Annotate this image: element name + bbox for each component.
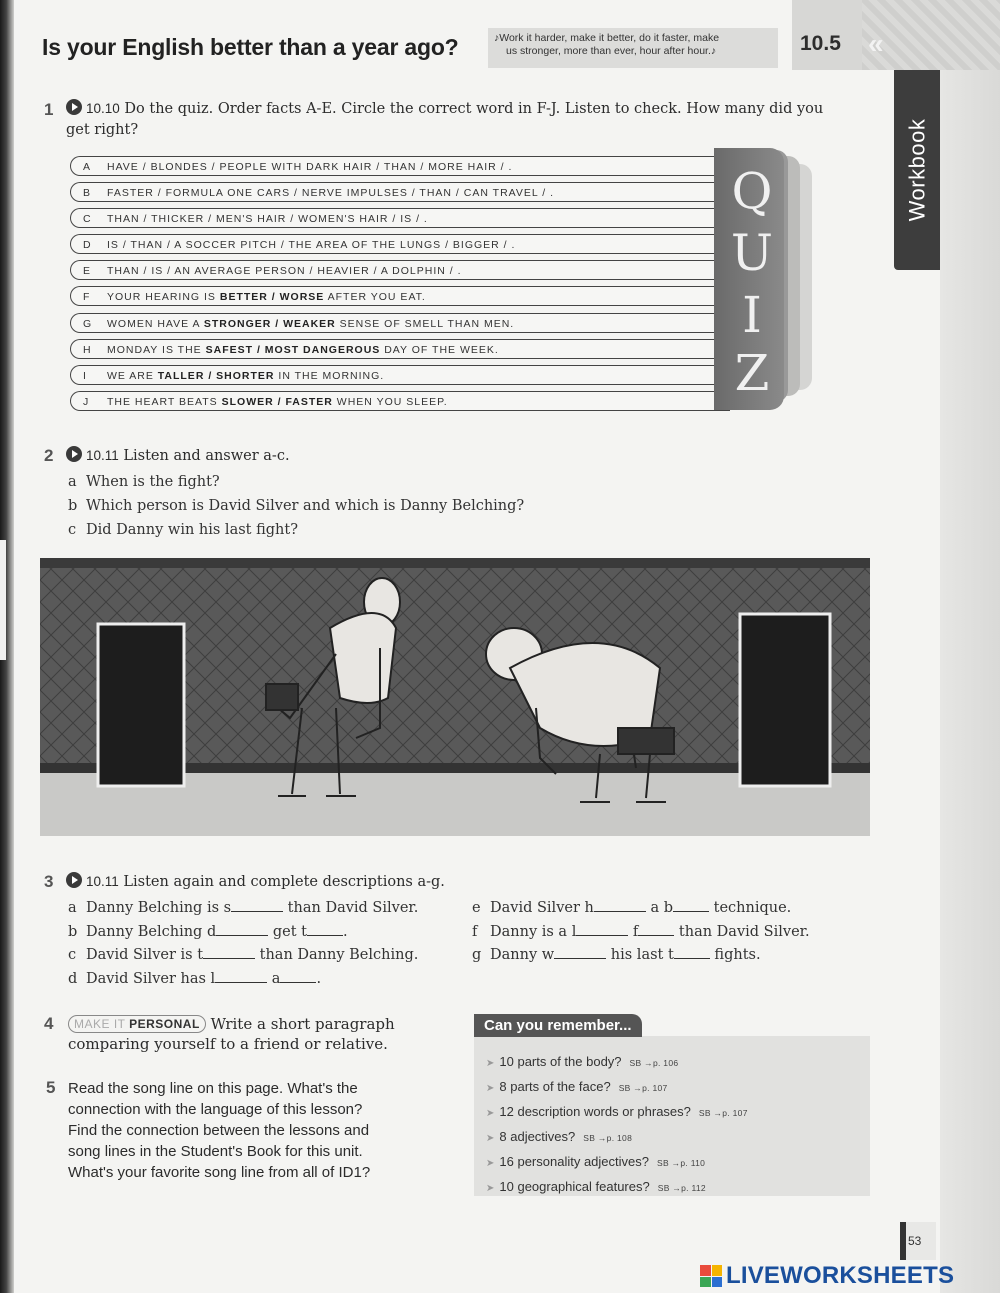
quiz-row [70,208,730,228]
quiz-row-text-end: DAY OF THE WEEK. [380,343,499,356]
arrow-icon: ➤ [486,1058,495,1069]
fill-in-blank[interactable] [674,946,710,959]
item-text: Danny Belching d [86,923,217,940]
song-line-1: ♪Work it harder, make it better, do it faster, make [494,32,720,44]
quiz-row [70,313,730,333]
exercise-2-audio-code: 10.11 [86,448,119,463]
quiz-row-text: FASTER / FORMULA ONE CARS / NERVE IMPULSES / THAN / CAN TRAVEL / . [107,187,555,200]
quiz-row [70,234,730,254]
exercise-2-questions [68,470,524,542]
list-item [486,1150,748,1175]
quiz-row-letter: C [83,213,92,226]
list-item [486,1175,748,1200]
quiz-row-text: THE HEART BEATS [107,395,222,408]
list-item [472,897,810,921]
exercise-5-line: connection with the language of this lesson? [68,1101,363,1118]
exercise-5-line: Read the song line on this page. What's the [68,1080,358,1097]
remember-item-text: 12 description words or phrases? [499,1104,691,1119]
chevron-left-icon: « [868,28,884,59]
list-item [68,944,418,968]
exercise-3-right-column [472,897,810,968]
fill-in-blank[interactable] [280,970,316,983]
fill-in-blank[interactable] [673,899,709,912]
quiz-row-choice[interactable]: TALLER / SHORTER [157,369,275,382]
list-item [486,1100,748,1125]
quiz-row-text: MONDAY IS THE [107,343,206,356]
item-text: Which person is David Silver and which is Danny Belching? [86,498,525,514]
student-book-ref: SB →p. 107 [698,1108,748,1118]
exercise-5-text [68,1078,440,1183]
list-item [68,470,524,494]
item-text: David Silver is t [86,947,204,963]
exercise-5-line: song lines in the Student's Book for this unit. [68,1143,363,1160]
exercise-4-number: 4 [44,1014,54,1033]
list-item [486,1075,748,1100]
quiz-row-text: HAVE / BLONDES / PEOPLE WITH DARK HAIR / THAN / MORE HAIR / . [107,161,513,173]
audio-play-icon[interactable] [66,872,82,888]
boxing-illustration [40,558,870,836]
song-line-2: us stronger, more than ever, hour after hour.♪ [506,45,717,57]
quiz-row-text-end: AFTER YOU EAT. [324,291,426,304]
exercise-1-number: 1 [44,100,54,119]
remember-item-text: 10 geographical features? [499,1179,650,1194]
exercise-2-instruction-text: Listen and answer a-c. [123,448,290,464]
remember-item-text: 8 adjectives? [499,1129,576,1144]
list-item [68,494,524,518]
exercise-5-line: What's your favorite song line from all of ID1? [68,1164,371,1181]
quiz-row [70,182,730,202]
remember-item-text: 16 personality adjectives? [499,1154,649,1169]
item-text: fights. [709,947,761,963]
arrow-icon: ➤ [486,1158,495,1169]
item-text: Did Danny win his last fight? [86,522,298,538]
fill-in-blank[interactable] [594,899,646,912]
item-text: than David Silver. [674,923,810,940]
quiz-row-letter: H [83,343,92,356]
fighters-illustration [40,558,870,836]
brand-name: LIVEWORKSHEETS [726,1262,955,1289]
exercise-3-instruction-text: Listen again and complete descriptions a-g. [123,874,445,890]
quiz-row-text: IS / THAN / A SOCCER PITCH / THE AREA OF THE LUNGS / BIGGER / . [107,239,516,252]
page-right-edge [940,70,1000,1293]
page-number: 53 [908,1234,922,1248]
quiz-row-letter: G [83,317,93,330]
quiz-row-choice[interactable]: SLOWER / FASTER [221,395,333,408]
fill-in-blank[interactable] [215,970,267,983]
item-letter: a [68,900,77,916]
exercise-4-line-1: Write a short paragraph [210,1015,395,1033]
fill-in-blank[interactable] [231,899,283,912]
can-you-remember-title: Can you remember... [474,1014,642,1037]
item-letter: g [472,947,482,963]
quiz-letter: Z [734,344,770,402]
item-letter: c [68,522,77,538]
exercise-2-instruction [66,445,290,467]
quiz-row [70,339,730,359]
exercise-5-line: Find the connection between the lessons and [68,1122,370,1139]
list-item [68,968,418,992]
fill-in-blank[interactable] [576,923,628,936]
quiz-row-text-end: SENSE OF SMELL THAN MEN. [335,317,515,330]
item-text: get t [268,923,307,940]
list-item [472,921,810,945]
quiz-row-choice[interactable]: SAFEST / MOST DANGEROUS [205,343,381,356]
lesson-number: 10.5 [800,32,841,55]
arrow-icon: ➤ [486,1108,495,1119]
fill-in-blank[interactable] [307,923,343,936]
quiz-row [70,260,730,280]
item-text: technique. [709,900,792,916]
quiz-row-letter: I [83,369,87,382]
quiz-row [70,391,730,411]
fill-in-blank[interactable] [554,946,606,959]
list-item [472,944,810,968]
item-text: . [342,923,348,940]
student-book-ref: SB →p. 112 [657,1183,706,1193]
exercise-1-instruction-line-1: Do the quiz. Order facts A-E. Circle the correct word in F-J. Listen to check. How many did you [124,101,824,117]
exercise-3-number: 3 [44,872,54,891]
fill-in-blank[interactable] [203,946,255,959]
exercise-3-left-column [68,897,418,991]
exercise-3-audio-code: 10.11 [86,874,119,889]
quiz-row [70,286,730,306]
exercise-1-instruction [66,98,876,141]
item-text: a b [645,900,674,916]
quiz-row-letter: F [83,291,91,304]
exercise-1-audio-code: 10.10 [86,101,120,116]
exercise-3-instruction [66,871,445,893]
remember-item-text: 8 parts of the face? [499,1079,611,1094]
fill-in-blank[interactable] [638,923,674,936]
quiz-row-choice[interactable]: BETTER / WORSE [219,291,325,304]
workbook-tab-label [894,70,940,270]
student-book-ref: SB →p. 106 [629,1058,679,1068]
quiz-row-text: WOMEN HAVE A [107,317,204,330]
liveworksheets-icon [700,1265,722,1287]
audio-play-icon[interactable] [66,446,82,462]
item-text: When is the fight? [86,474,220,490]
workbook-label: Workbook [904,118,930,222]
quiz-tab-stack [714,148,810,412]
quiz-row-letter: E [83,265,92,278]
quiz-row-letter: D [83,239,92,252]
quiz-row-letter: A [83,161,92,173]
quiz-row-text-end: WHEN YOU SLEEP. [332,395,448,408]
student-book-ref: SB →p. 110 [656,1158,706,1168]
item-text: David Silver has l [86,970,216,987]
item-letter: b [68,923,78,940]
quiz-letter: U [730,224,774,282]
quiz-row-choice[interactable]: STRONGER / WEAKER [203,317,336,330]
item-text: than Danny Belching. [255,947,419,963]
exercise-4-text [68,1014,428,1054]
exercise-2-number: 2 [44,446,54,465]
quiz-row-text: YOUR HEARING IS [107,291,220,304]
item-text: a [267,970,281,987]
item-text: Danny is a l [490,923,577,940]
item-letter: f [472,923,478,940]
badge-light: MAKE IT [74,1017,130,1031]
quiz-row-text: WE ARE [107,369,158,382]
fill-in-blank[interactable] [216,923,268,936]
item-text: Danny Belching is s [86,900,232,916]
item-text: than David Silver. [283,900,419,916]
make-it-personal-badge [68,1015,206,1033]
exercise-4-line-2: comparing yourself to a friend or relative. [68,1035,388,1053]
song-line-box [488,28,778,68]
item-letter: d [68,970,78,987]
can-you-remember-list [486,1050,748,1200]
student-book-ref: SB →p. 107 [618,1083,668,1093]
quiz-row [70,365,730,385]
list-item [486,1125,748,1150]
quiz-row-text-end: IN THE MORNING. [274,369,385,382]
item-text: . [316,970,322,987]
quiz-rows [70,156,730,417]
exercise-5-number: 5 [46,1078,56,1097]
item-letter: e [472,900,481,916]
list-item [486,1050,748,1075]
badge-bold: PERSONAL [129,1017,200,1031]
exercise-1-instruction-line-2: get right? [66,122,139,138]
remember-item-text: 10 parts of the body? [499,1054,622,1069]
quiz-letter: Q [731,162,773,220]
item-text: f [628,923,639,940]
list-item [68,518,524,542]
quiz-letter: I [742,286,762,344]
arrow-icon: ➤ [486,1133,495,1144]
item-letter: c [68,947,77,963]
audio-play-icon[interactable] [66,99,82,115]
list-item [68,921,418,945]
arrow-icon: ➤ [486,1183,495,1194]
item-letter: a [68,474,77,490]
item-letter: b [68,498,78,514]
list-item [68,897,418,921]
binding-strip [0,540,6,660]
item-text: Danny w [490,947,555,963]
page-title: Is your English better than a year ago? [42,34,459,60]
student-book-ref: SB →p. 108 [583,1133,633,1143]
quiz-row [70,156,730,176]
quiz-row-letter: B [83,187,92,200]
quiz-row-text: THAN / IS / AN AVERAGE PERSON / HEAVIER / A DOLPHIN / . [107,265,462,278]
quiz-row-letter: J [83,395,90,408]
arrow-icon: ➤ [486,1083,495,1094]
item-text: his last t [606,947,674,963]
item-text: David Silver h [490,900,594,916]
liveworksheets-logo [700,1262,954,1290]
quiz-row-text: THAN / THICKER / MEN'S HAIR / WOMEN'S HAIR / IS / . [107,213,428,226]
